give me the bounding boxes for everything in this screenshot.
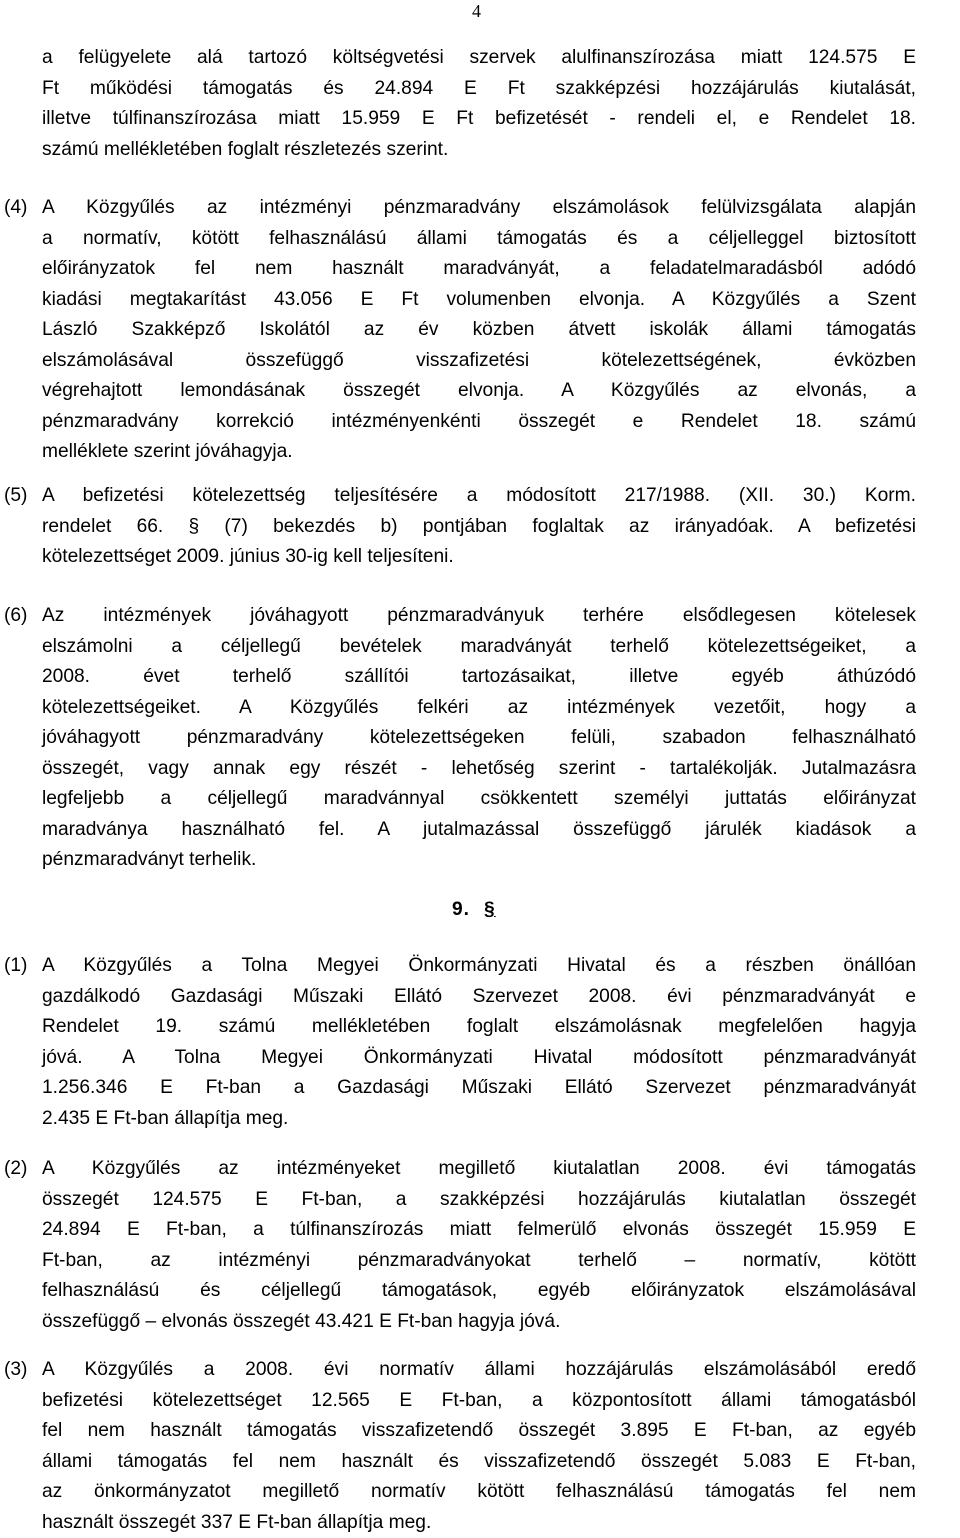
text-line: Az intézmények jóváhagyott pénzmaradványuk terhére elsődlegesen kötelesek <box>42 601 916 632</box>
text-line: maradványa használható fel. A jutalmazással összefüggő járulék kiadások a <box>42 815 916 846</box>
text-line: állami támogatás fel nem használt és visszafizetendő összegét 5.083 E Ft-ban, <box>42 1447 916 1478</box>
text-line: illetve túlfinanszírozása miatt 15.959 E Ft befizetését - rendeli el, e Rendelet 18. <box>42 104 916 135</box>
paragraph-4-label: (4) <box>4 193 27 224</box>
text-line: rendelet 66. § (7) bekezdés b) pontjában foglaltak az irányadóak. A befizetési <box>42 512 916 543</box>
text-line: számú mellékletében foglalt részletezés szerint. <box>42 135 916 166</box>
text-line: Ft-ban, az intézményi pénzmaradványokat terhelő – normatív, kötött <box>42 1246 916 1277</box>
text-line: Ft működési támogatás és 24.894 E Ft szakképzési hozzájárulás kiutalását, <box>42 74 916 105</box>
paragraph-6-label: (6) <box>4 601 27 632</box>
text-line: használt összegét 337 E Ft-ban állapítja meg. <box>42 1508 916 1538</box>
text-line: A Közgyűlés az intézményeket megillető kiutalatlan 2008. évi támogatás <box>42 1154 916 1185</box>
text-line: előirányzatok fel nem használt maradványát, a feladatelmaradásból adódó <box>42 254 916 285</box>
text-line: jóváhagyott pénzmaradvány kötelezettségeken felüli, szabadon felhasználható <box>42 723 916 754</box>
text-line: Rendelet 19. számú mellékletében foglalt elszámolásnak megfelelően hagyja <box>42 1012 916 1043</box>
section-paragraph-3-label: (3) <box>4 1355 27 1386</box>
paragraph-4 <box>42 193 916 468</box>
section-paragraph-2 <box>42 1154 916 1337</box>
text-line: felhasználású és céljellegű támogatások, egyéb előirányzatok elszámolásával <box>42 1276 916 1307</box>
paragraph-5 <box>42 481 916 573</box>
section-paragraph-2-label: (2) <box>4 1154 27 1185</box>
text-line: A Közgyűlés a 2008. évi normatív állami hozzájárulás elszámolásából eredő <box>42 1355 916 1386</box>
text-line: melléklete szerint jóváhagyja. <box>42 437 916 468</box>
text-line: az önkormányzatot megillető normatív kötött felhasználású támogatás fel nem <box>42 1477 916 1508</box>
text-line: pénzmaradvány korrekció intézményenkénti összegét e Rendelet 18. számú <box>42 407 916 438</box>
text-line: befizetési kötelezettséget 12.565 E Ft-ban, a központosított állami támogatásból <box>42 1386 916 1417</box>
text-line: 2008. évet terhelő szállítói tartozásaikat, illetve egyéb áthúzódó <box>42 662 916 693</box>
text-line: összegét 124.575 E Ft-ban, a szakképzési hozzájárulás kiutalatlan összegét <box>42 1185 916 1216</box>
text-line: összefüggő – elvonás összegét 43.421 E Ft-ban hagyja jóvá. <box>42 1307 916 1338</box>
section-paragraph-3 <box>42 1355 916 1538</box>
text-line: 1.256.346 E Ft-ban a Gazdasági Műszaki Ellátó Szervezet pénzmaradványát <box>42 1073 916 1104</box>
section-sign: § <box>484 899 496 920</box>
text-line: A Közgyűlés a Tolna Megyei Önkormányzati Hivatal és a részben önállóan <box>42 951 916 982</box>
text-line: legfeljebb a céljellegű maradvánnyal csökkentett személyi juttatás előirányzat <box>42 784 916 815</box>
section-paragraph-1 <box>42 951 916 1134</box>
text-line: elszámolásával összefüggő visszafizetési kötelezettségének, évközben <box>42 346 916 377</box>
section-number: 9. <box>452 899 470 920</box>
text-line: a felügyelete alá tartozó költségvetési szervek alulfinanszírozása miatt 124.575 E <box>42 43 916 74</box>
text-line: kötelezettséget 2009. június 30-ig kell teljesíteni. <box>42 542 916 573</box>
text-line: László Szakképző Iskolától az év közben átvett iskolák állami támogatás <box>42 315 916 346</box>
text-line: elszámolni a céljellegű bevételek maradványát terhelő kötelezettségeiket, a <box>42 632 916 663</box>
section-paragraph-1-label: (1) <box>4 951 27 982</box>
page-number: 4 <box>472 1 481 21</box>
text-line: összegét, vagy annak egy részét - lehetőség szerint - tartalékolják. Jutalmazásra <box>42 754 916 785</box>
text-line: 24.894 E Ft-ban, a túlfinanszírozás miatt felmerülő elvonás összegét 15.959 E <box>42 1215 916 1246</box>
text-line: A Közgyűlés az intézményi pénzmaradvány elszámolások felülvizsgálata alapján <box>42 193 916 224</box>
text-line: a normatív, kötött felhasználású állami támogatás és a céljelleggel biztosított <box>42 224 916 255</box>
paragraph-5-label: (5) <box>4 481 27 512</box>
paragraph-intro <box>42 43 916 165</box>
text-line: 2.435 E Ft-ban állapítja meg. <box>42 1104 916 1135</box>
section-heading <box>452 895 496 925</box>
paragraph-6 <box>42 601 916 876</box>
text-line: fel nem használt támogatás visszafizetendő összegét 3.895 E Ft-ban, az egyéb <box>42 1416 916 1447</box>
text-line: kötelezettségeiket. A Közgyűlés felkéri az intézmények vezetőit, hogy a <box>42 693 916 724</box>
text-line: jóvá. A Tolna Megyei Önkormányzati Hivatal módosított pénzmaradványát <box>42 1043 916 1074</box>
text-line: végrehajtott lemondásának összegét elvonja. A Közgyűlés az elvonás, a <box>42 376 916 407</box>
text-line: gazdálkodó Gazdasági Műszaki Ellátó Szervezet 2008. évi pénzmaradványát e <box>42 982 916 1013</box>
text-line: kiadási megtakarítást 43.056 E Ft volumenben elvonja. A Közgyűlés a Szent <box>42 285 916 316</box>
text-line: A befizetési kötelezettség teljesítésére a módosított 217/1988. (XII. 30.) Korm. <box>42 481 916 512</box>
text-line: pénzmaradványt terhelik. <box>42 845 916 876</box>
